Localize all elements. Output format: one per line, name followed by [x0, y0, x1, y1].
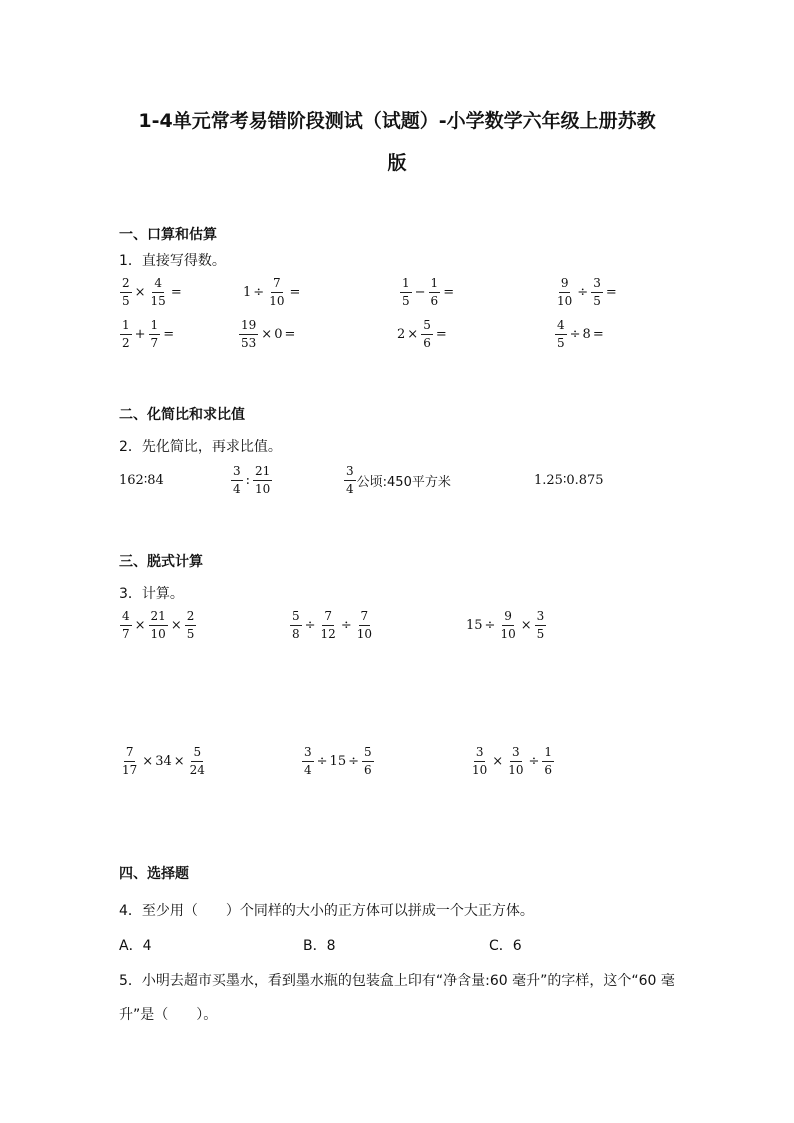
calc-item-2-3: 2 × $\frac{5}{6}$ =: [397, 318, 447, 350]
calc-item-1-2: 1 ÷ $\frac{7}{10}$ =: [243, 276, 301, 308]
compute-item-1: $\frac{4}{7}$ × $\frac{21}{10}$ × $\frac{2}{5}$: [122, 609, 195, 641]
ratio-item-3: $\frac{3}{4}$ 公顷:450平方米: [346, 464, 451, 496]
compute-item-3: 15 ÷ $\frac{9}{10}$ × $\frac{3}{5}$: [466, 609, 545, 641]
calc-item-1-1: $\frac{2}{5}$ × $\frac{4}{15}$ =: [122, 276, 182, 308]
compute-item-6: $\frac{3}{10}$ × $\frac{3}{10}$ ÷ $\frac{1}{6}$: [472, 745, 553, 777]
question-4-option-a[interactable]: A．4: [119, 938, 152, 954]
question-5-prompt-line1: 5．小明去超市买墨水，看到墨水瓶的包装盒上印有“净含量:60 毫升”的字样，这个“60 毫: [119, 973, 675, 989]
compute-item-2: $\frac{5}{8}$ ÷ $\frac{7}{12}$ ÷ $\frac{7}{10}$: [292, 609, 373, 641]
calc-item-2-1: $\frac{1}{2}$ + $\frac{1}{7}$ =: [122, 318, 175, 350]
ratio-item-2: $\frac{3}{4}$ : $\frac{21}{10}$: [233, 464, 271, 496]
section2-heading: 二、化简比和求比值: [119, 407, 245, 423]
ratio-item-1: 162∶84: [119, 473, 164, 488]
page-title-line2: 版: [387, 152, 407, 174]
question-5-prompt-line2: 升”是（ ）。: [119, 1007, 218, 1023]
question-3-prompt: 3．计算。: [119, 586, 184, 602]
page-title-line1: 1-4单元常考易错阶段测试（试题）-小学数学六年级上册苏教: [138, 110, 656, 132]
compute-item-4: $\frac{7}{17}$ × 34 × $\frac{5}{24}$: [122, 745, 205, 777]
section1-heading: 一、口算和估算: [119, 227, 217, 243]
calc-item-1-3: $\frac{1}{5}$ − $\frac{1}{6}$ =: [402, 276, 455, 308]
question-2-prompt: 2．先化简比，再求比值。: [119, 439, 282, 455]
question-4-prompt: 4．至少用（ ）个同样的大小的正方体可以拼成一个大正方体。: [119, 903, 534, 919]
calc-item-2-4: $\frac{4}{5}$ ÷ 8 =: [557, 318, 604, 350]
compute-item-5: $\frac{3}{4}$ ÷ 15 ÷ $\frac{5}{6}$: [304, 745, 372, 777]
ratio-item-4: 1.25∶0.875: [534, 473, 604, 488]
calc-item-2-2: $\frac{19}{53}$ × 0 =: [241, 318, 296, 350]
section4-heading: 四、选择题: [119, 866, 189, 882]
question-1-prompt: 1．直接写得数。: [119, 253, 226, 269]
question-4-option-c[interactable]: C．6: [489, 938, 522, 954]
question-4-option-b[interactable]: B．8: [303, 938, 336, 954]
calc-item-1-4: $\frac{9}{10}$ ÷ $\frac{3}{5}$ =: [557, 276, 617, 308]
section3-heading: 三、脱式计算: [119, 554, 203, 570]
